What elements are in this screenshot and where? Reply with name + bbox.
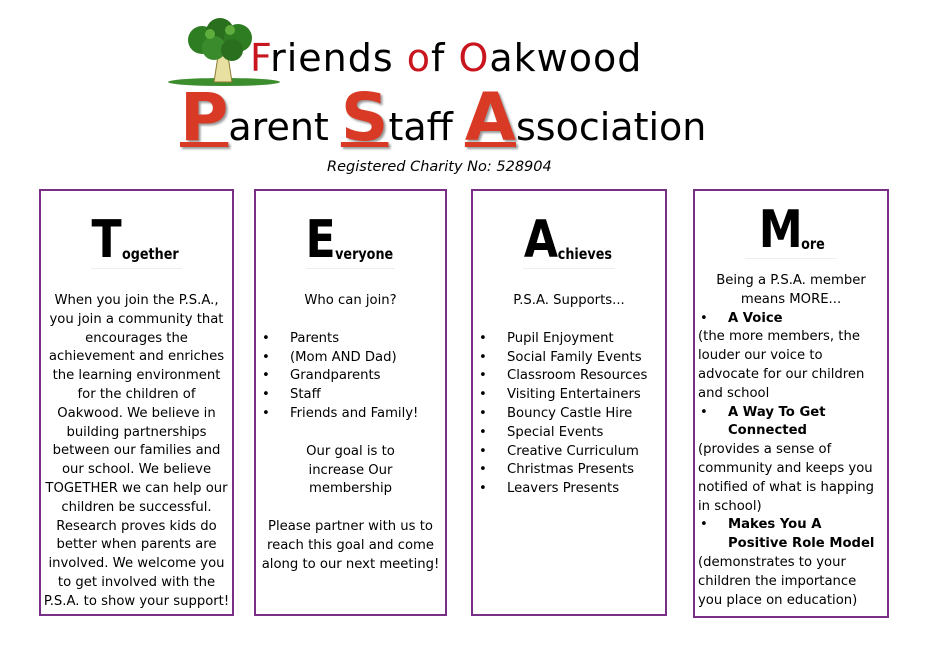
list-item: • Friends and Family! xyxy=(260,405,441,424)
achieves-list xyxy=(477,330,661,499)
list-item: • Christmas Presents xyxy=(477,461,661,480)
list-item: • Grandparents xyxy=(260,367,441,386)
heading-initial: T xyxy=(91,210,121,270)
page-header xyxy=(0,0,929,190)
title-friends-of-oakwood: Friends of Oakwood xyxy=(250,36,643,80)
list-item: • Staff xyxy=(260,386,441,405)
divider xyxy=(306,268,395,269)
achieves-intro: P.S.A. Supports... xyxy=(513,293,625,308)
heading-rest: veryone xyxy=(335,245,394,263)
everyone-closing: Please partner with us to reach this goal and come along to our next meeting! xyxy=(261,519,440,572)
more-item-title: • A Voice xyxy=(698,310,884,329)
heading-initial: E xyxy=(305,210,334,270)
more-item-title: • Makes You A Positive Role Model xyxy=(698,516,884,554)
list-item: • Bouncy Castle Hire xyxy=(477,405,661,424)
list-item: • Special Events xyxy=(477,424,661,443)
heading-rest: ogether xyxy=(121,245,179,263)
list-item: • Leavers Presents xyxy=(477,480,661,499)
card-together xyxy=(39,189,234,616)
card-heading xyxy=(473,191,665,273)
list-item: • Pupil Enjoyment xyxy=(477,330,661,349)
divider xyxy=(523,268,615,269)
divider xyxy=(91,268,182,269)
more-item-title: • A Way To Get Connected xyxy=(698,404,884,442)
card-more xyxy=(693,189,889,618)
list-item: • (Mom AND Dad) xyxy=(260,349,441,368)
more-item-desc: (demonstrates to your children the importance you place on education) xyxy=(698,554,858,608)
divider xyxy=(745,258,837,259)
card-heading xyxy=(41,191,232,273)
card-heading xyxy=(256,191,445,273)
list-item: • Classroom Resources xyxy=(477,367,661,386)
title-parent-staff-association: Parent Staff Association xyxy=(180,79,707,156)
list-item: • Visiting Entertainers xyxy=(477,386,661,405)
list-item: • Social Family Events xyxy=(477,349,661,368)
everyone-list xyxy=(260,330,441,424)
heading-initial: M xyxy=(758,200,802,260)
more-item-desc: (provides a sense of community and keeps you notified of what is happing in school) xyxy=(698,442,875,514)
charity-number: Registered Charity No: 528904 xyxy=(327,159,552,175)
list-item: • Creative Curriculum xyxy=(477,443,661,462)
heading-rest: ore xyxy=(801,235,825,253)
heading-initial: A xyxy=(523,210,557,270)
card-achieves xyxy=(471,189,667,616)
together-text: When you join the P.S.A., you join a community that encourages the achievement and enriches the learning environment for the children of Oakwood. We believe in building partnerships between our families and our school. We believe TOGETHER we can help our children be successful. Research proves kids do better when parents are involved. We welcome you to get involved with the P.S.A. to show your support! xyxy=(43,293,230,609)
everyone-goal: Our goal is to increase Our membership xyxy=(306,443,395,497)
everyone-intro: Who can join? xyxy=(304,293,397,308)
heading-rest: chieves xyxy=(558,245,613,263)
card-heading xyxy=(695,191,887,263)
more-item-desc: (the more members, the louder our voice to advocate for our children and school xyxy=(698,329,865,401)
list-item: • Parents xyxy=(260,330,441,349)
more-intro: Being a P.S.A. member means MORE... xyxy=(716,273,866,307)
card-everyone xyxy=(254,189,447,616)
